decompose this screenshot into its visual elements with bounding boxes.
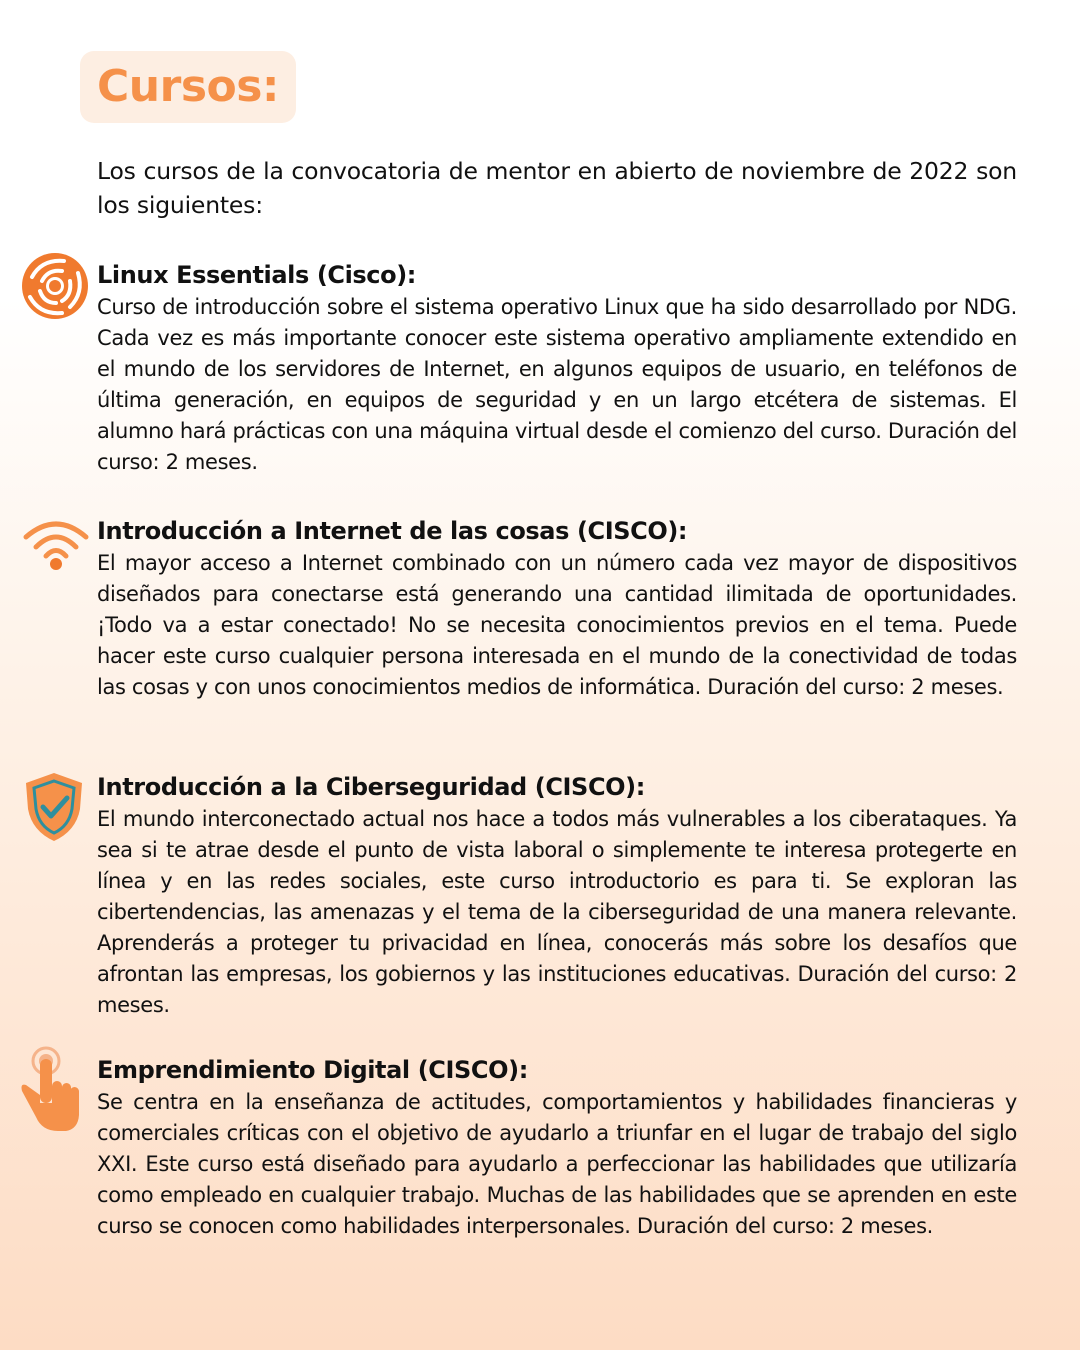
course-description: Curso de introducción sobre el sistema operativo Linux que ha sido desarrollado por NDG. Cada vez es más importante conocer este sistema operativo ampliamente extendido en el mundo de los servidores de Internet, en algunos equipos de usuario, en teléfonos de última generación, en equipos de seguridad y en un largo etcétera de sistemas. El alumno hará prácticas con una máquina virtual desde el comienzo del curso. Duración del curso: 2 meses. [97,295,1018,474]
wifi-icon [22,515,90,571]
course-title: Introducción a la Ciberseguridad (CISCO): [97,773,645,801]
course-description: El mundo interconectado actual nos hace a todos más vulnerables a los ciberataques. Ya sea si te atrae desde el punto de vista laboral o simplemente te interesa protegerte en línea y en las redes sociales, este curso introductorio es para ti. Se exploran las cibertendencias, las amenazas y el tema de la ciberseguridad de una manera relevante. Aprenderás a proteger tu privacidad en línea, conocerás más sobre los desafíos que afrontan las empresas, los gobiernos y las instituciones educativas. Duración del curso: 2 meses. [97,807,1017,1017]
course-title: Introducción a Internet de las cosas (CISCO): [97,517,688,545]
linux-swirl-icon [20,251,90,321]
pointing-hand-icon [20,1045,82,1133]
page-title: Cursos: [97,61,280,112]
course-entrepreneurship [97,1053,1017,1242]
intro-paragraph: Los cursos de la convocatoria de mentor en abierto de noviembre de 2022 son los siguientes: [97,157,1017,219]
course-cybersecurity [97,770,1017,1021]
course-iot [97,514,1017,703]
course-linux [97,258,1017,478]
course-title: Emprendimiento Digital (CISCO): [97,1056,528,1084]
course-description: Se centra en la enseñanza de actitudes, comportamientos y habilidades financieras y comerciales críticas con el objetivo de ayudarlo a triunfar en el lugar de trabajo del siglo XXI. Este curso está diseñado para ayudarlo a perfeccionar las habilidades que utilizaría como empleado en cualquier trabajo. Muchas de las habilidades que se aprenden en este curso se conocen como habilidades interpersonales. Duración del curso: 2 meses. [97,1090,1017,1238]
course-description: El mayor acceso a Internet combinado con un número cada vez mayor de dispositivos diseñados para conectarse está generando una cantidad ilimitada de oportunidades. ¡Todo va a estar conectado! No se necesita conocimientos previos en el tema. Puede hacer este curso cualquier persona interesada en el mundo de la conectividad de todas las cosas y con unos conocimientos medios de informática. Duración del curso: 2 meses. [97,551,1017,699]
course-title: Linux Essentials (Cisco): [97,261,416,289]
shield-check-icon [24,771,84,843]
